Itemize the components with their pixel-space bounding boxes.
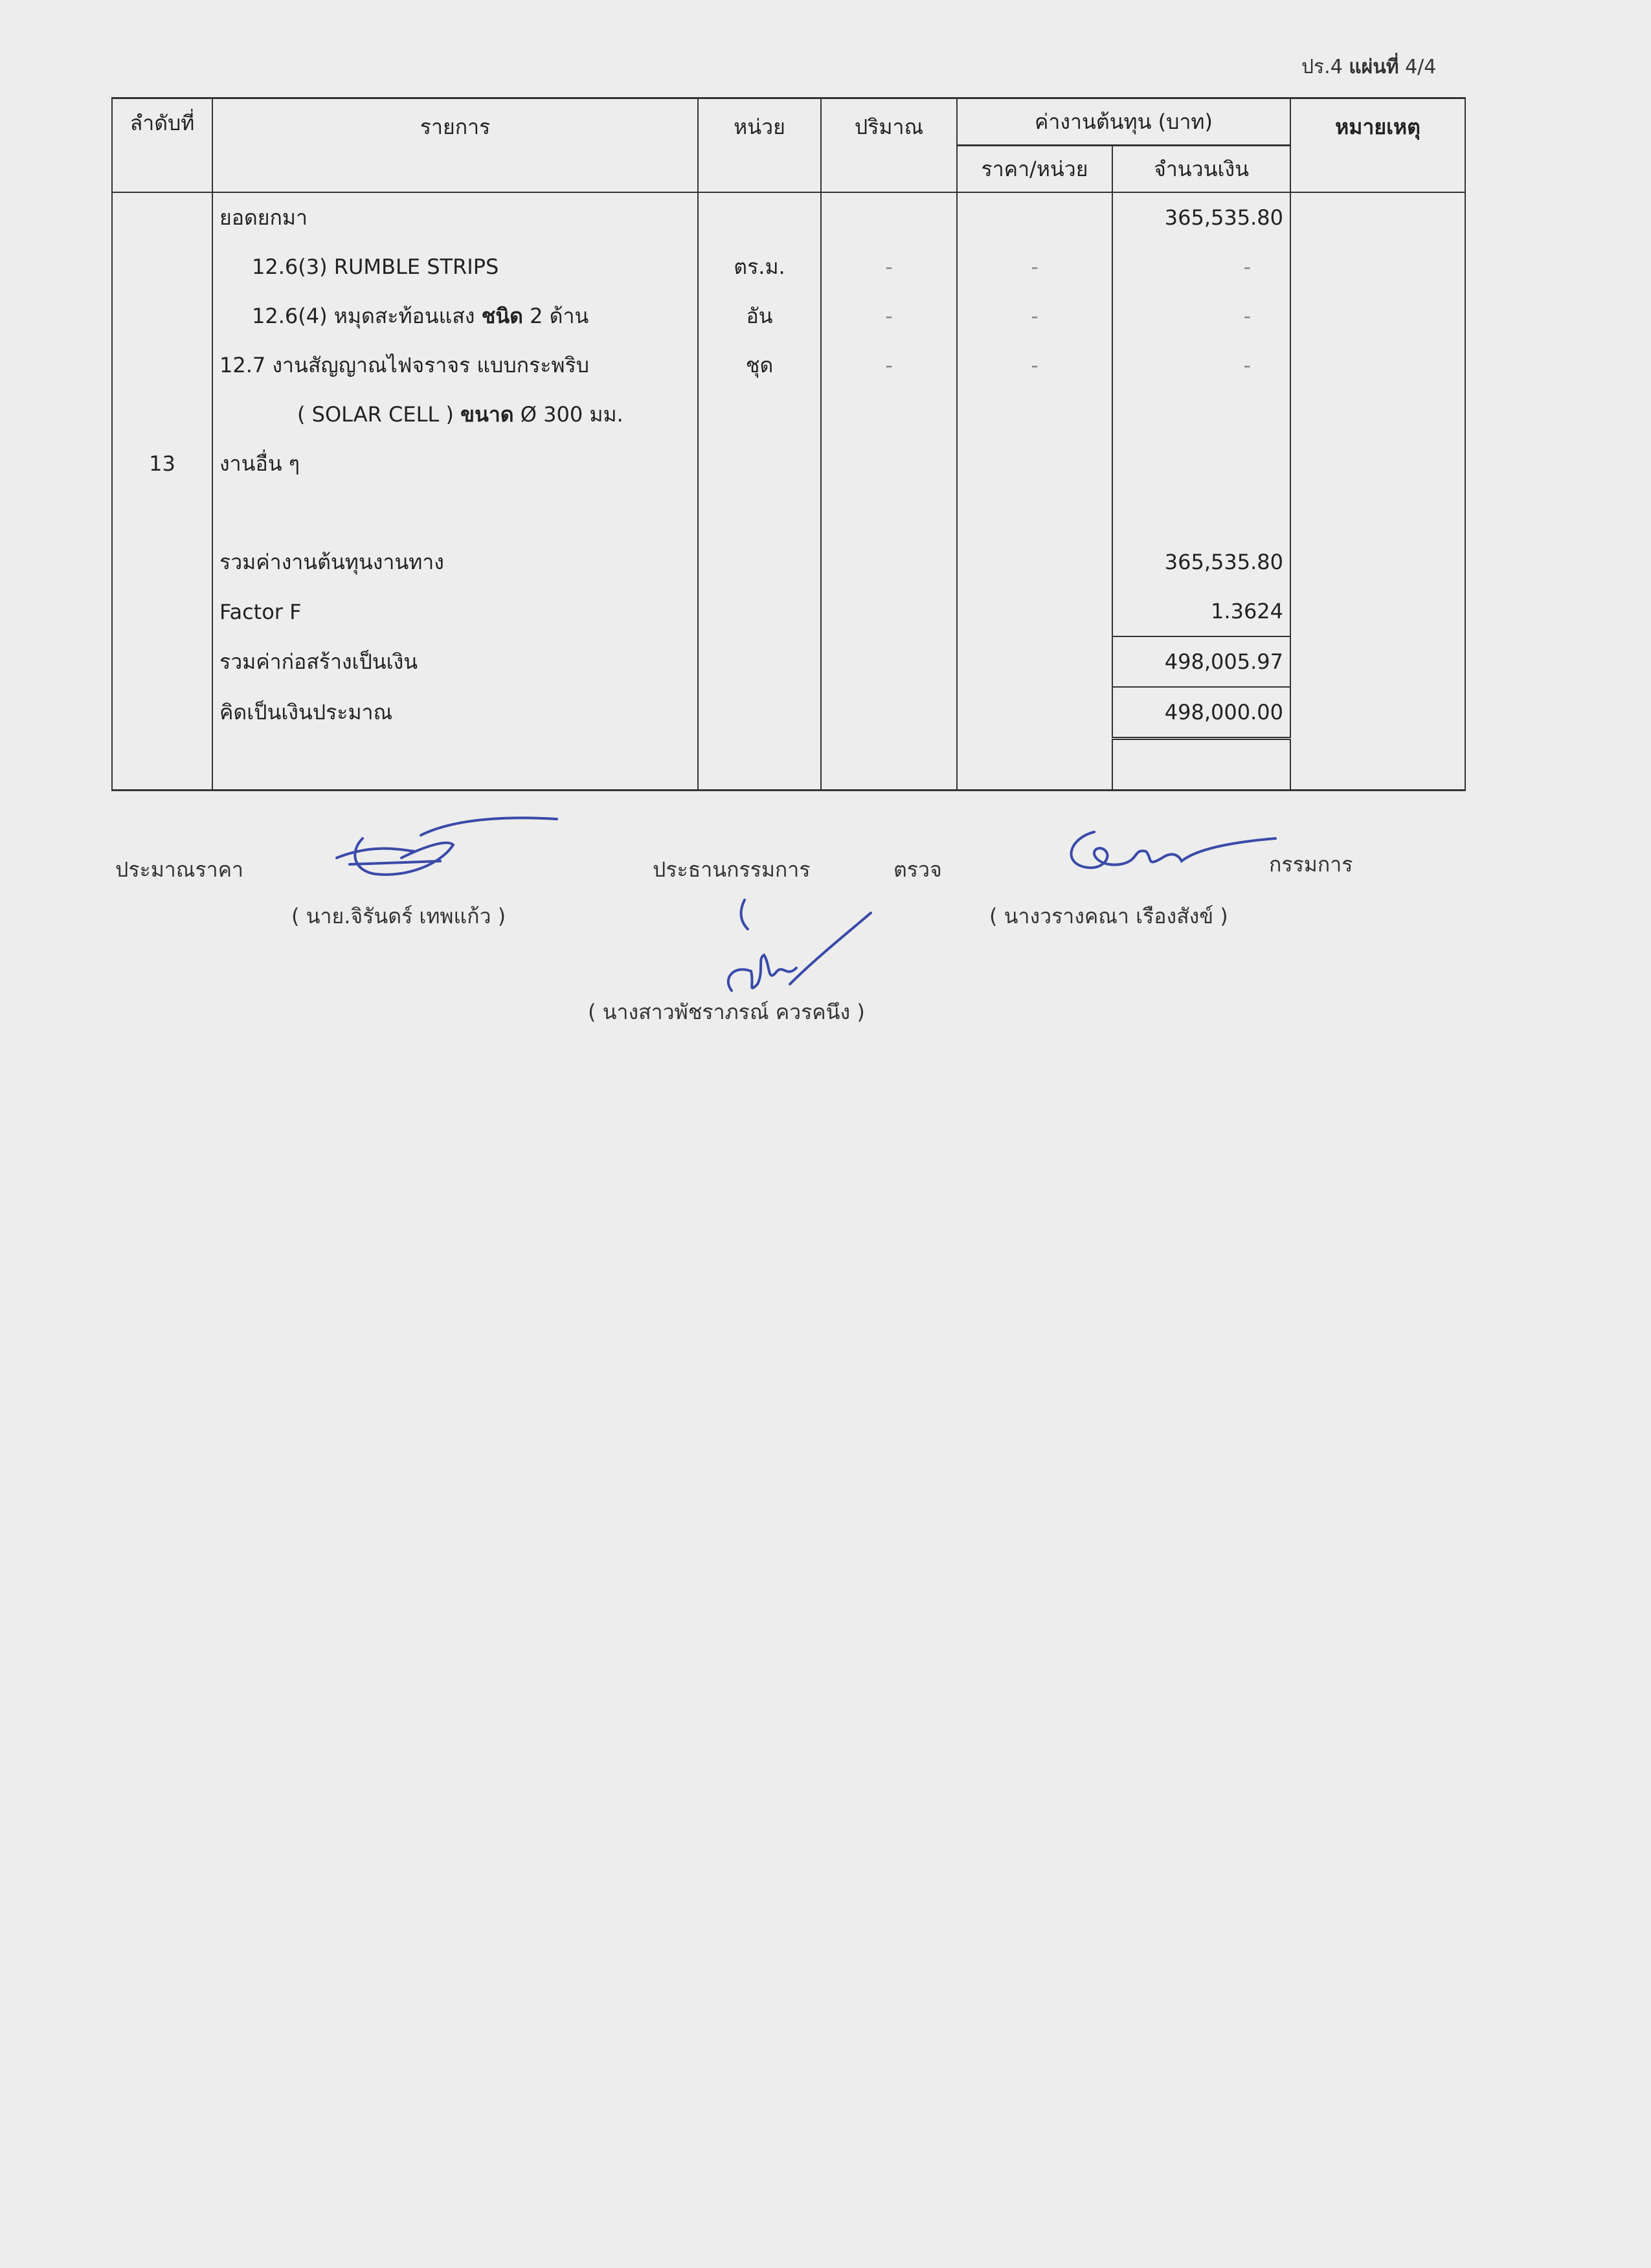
member-name: ( นางวรางคณา เรืองสังข์ )	[989, 904, 1228, 928]
row-unit	[698, 390, 821, 439]
row-amount: 498,005.97	[1112, 636, 1290, 687]
header-unit: หน่วย	[698, 98, 821, 193]
row-order	[112, 636, 212, 687]
table-row	[112, 390, 1465, 439]
row-remark	[1290, 537, 1465, 587]
row-amount	[1112, 488, 1290, 537]
table-row	[112, 537, 1465, 587]
row-order: 13	[112, 439, 212, 488]
cost-estimate-table	[111, 97, 1466, 791]
row-amount: 498,000.00	[1112, 687, 1290, 739]
row-amount	[1112, 439, 1290, 488]
table-row	[112, 291, 1465, 341]
row-amount: -	[1112, 242, 1290, 291]
blank-cell	[957, 739, 1112, 791]
row-remark	[1290, 587, 1465, 636]
table-row	[112, 439, 1465, 488]
row-qty	[821, 439, 957, 488]
row-item: คิดเป็นเงินประมาณ	[212, 687, 698, 739]
estimator-signature	[324, 813, 570, 897]
estimator-name: ( นาย.จิรันดร์ เทพแก้ว )	[291, 904, 506, 928]
row-item-suffix: Ø 300 มม.	[513, 401, 623, 427]
row-price: -	[957, 291, 1112, 341]
row-item: Factor F	[212, 587, 698, 636]
row-qty	[821, 488, 957, 537]
row-unit	[698, 439, 821, 488]
row-qty: -	[821, 242, 957, 291]
row-amount: 365,535.80	[1112, 192, 1290, 242]
row-remark	[1290, 439, 1465, 488]
row-qty: -	[821, 291, 957, 341]
row-order	[112, 341, 212, 390]
page-reference	[1301, 52, 1436, 82]
table-row	[112, 587, 1465, 636]
row-amount: 1.3624	[1112, 587, 1290, 636]
row-item-bold: ชนิด	[481, 303, 523, 328]
sheet-label: แผ่นที่	[1349, 56, 1399, 78]
blank-cell	[212, 739, 698, 791]
check-label: ตรวจ	[893, 857, 942, 882]
row-qty	[821, 587, 957, 636]
row-order	[112, 192, 212, 242]
member-label: กรรมการ	[1269, 852, 1353, 877]
blank-cell	[698, 739, 821, 791]
row-order	[112, 587, 212, 636]
row-item-prefix: ( SOLAR CELL )	[297, 401, 461, 427]
row-amount: -	[1112, 341, 1290, 390]
row-price	[957, 687, 1112, 739]
row-remark	[1290, 291, 1465, 341]
row-order	[112, 488, 212, 537]
row-qty	[821, 687, 957, 739]
row-price	[957, 587, 1112, 636]
row-price	[957, 488, 1112, 537]
table-row	[112, 242, 1465, 291]
row-unit	[698, 488, 821, 537]
row-item-bold: ขนาด	[460, 401, 514, 427]
row-item-suffix: 2 ด้าน	[522, 303, 589, 328]
row-unit	[698, 636, 821, 687]
form-code: ปร.4	[1301, 56, 1343, 78]
row-unit	[698, 587, 821, 636]
row-price: -	[957, 341, 1112, 390]
row-amount: -	[1112, 291, 1290, 341]
table-row	[112, 687, 1465, 739]
sheet-number: 4/4	[1405, 56, 1437, 78]
row-remark	[1290, 192, 1465, 242]
chair-signature	[686, 893, 881, 1004]
row-amount: 365,535.80	[1112, 537, 1290, 587]
row-price	[957, 390, 1112, 439]
row-remark	[1290, 390, 1465, 439]
row-item	[212, 390, 698, 439]
row-remark	[1290, 242, 1465, 291]
row-item: รวมค่างานต้นทุนงานทาง	[212, 537, 698, 587]
row-order	[112, 242, 212, 291]
row-unit	[698, 192, 821, 242]
header-quantity: ปริมาณ	[821, 98, 957, 193]
row-item	[212, 488, 698, 537]
header-order: ลำดับที่	[112, 98, 212, 193]
blank-cell	[821, 739, 957, 791]
chair-name: ( นางสาวพัชราภรณ์ ควรคนึง )	[588, 1000, 865, 1024]
blank-cell	[112, 739, 212, 791]
row-order	[112, 537, 212, 587]
row-item: 12.6(3) RUMBLE STRIPS	[212, 242, 698, 291]
blank-cell	[1112, 739, 1290, 791]
table-row	[112, 488, 1465, 537]
row-item: รวมค่าก่อสร้างเป็นเงิน	[212, 636, 698, 687]
row-order	[112, 291, 212, 341]
row-qty	[821, 390, 957, 439]
table-row-blank	[112, 739, 1465, 791]
row-price	[957, 636, 1112, 687]
row-remark	[1290, 636, 1465, 687]
row-price	[957, 537, 1112, 587]
member-signature	[1049, 819, 1282, 884]
row-unit	[698, 687, 821, 739]
row-item: งานอื่น ๆ	[212, 439, 698, 488]
table-row	[112, 636, 1465, 687]
chair-label: ประธานกรรมการ	[653, 857, 811, 882]
header-items: รายการ	[212, 98, 698, 193]
row-order	[112, 687, 212, 739]
row-item: ยอดยกมา	[212, 192, 698, 242]
row-remark	[1290, 341, 1465, 390]
header-amount: จำนวนเงิน	[1112, 146, 1290, 193]
row-price	[957, 192, 1112, 242]
row-item: 12.7 งานสัญญาณไฟจราจร แบบกระพริบ	[212, 341, 698, 390]
row-qty	[821, 636, 957, 687]
table-row	[112, 341, 1465, 390]
row-unit	[698, 537, 821, 587]
row-remark	[1290, 488, 1465, 537]
row-qty: -	[821, 341, 957, 390]
header-cost-group: ค่างานต้นทุน (บาท)	[957, 98, 1290, 146]
row-item	[212, 291, 698, 341]
table-row	[112, 192, 1465, 242]
header-unit-price: ราคา/หน่วย	[957, 146, 1112, 193]
row-qty	[821, 192, 957, 242]
row-price: -	[957, 242, 1112, 291]
row-remark	[1290, 687, 1465, 739]
row-item-prefix: 12.6(4) หมุดสะท้อนแสง	[252, 303, 482, 328]
row-unit: ตร.ม.	[698, 242, 821, 291]
header-remark: หมายเหตุ	[1290, 98, 1465, 193]
blank-cell	[1290, 739, 1465, 791]
row-unit: ชุด	[698, 341, 821, 390]
row-price	[957, 439, 1112, 488]
row-order	[112, 390, 212, 439]
row-unit: อัน	[698, 291, 821, 341]
row-qty	[821, 537, 957, 587]
row-amount	[1112, 390, 1290, 439]
estimator-label: ประมาณราคา	[115, 857, 243, 882]
